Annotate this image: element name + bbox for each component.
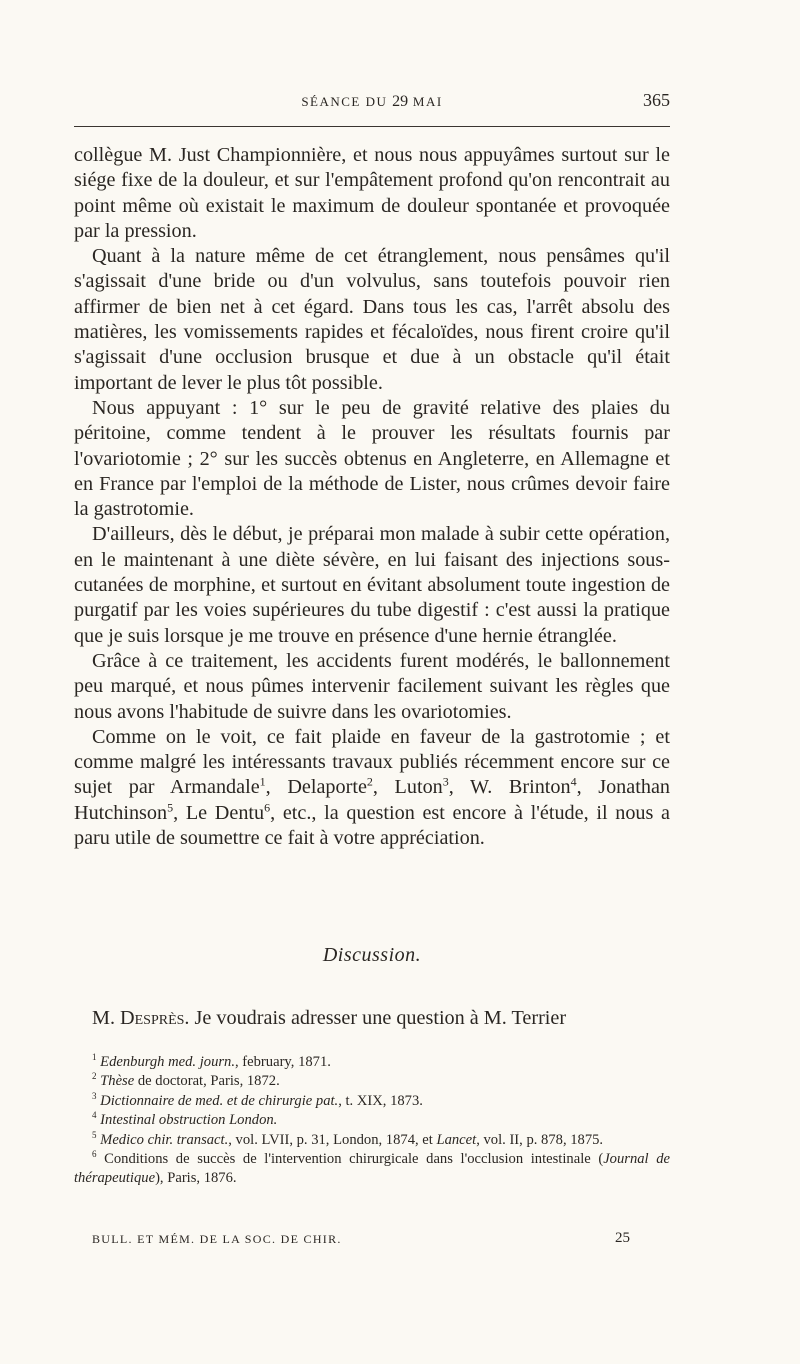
speech-text: Je voudrais adresser une question à M. Terrier [189,1007,567,1030]
page-header [74,90,670,112]
paragraph-6: Comme on le voit, ce fait plaide en faveur de la gastrotomie ; et comme malgré les intéressants travaux publiés récemment encore sur ce sujet par Armandale$^1$, Delaporte$^2$, Luton$^3$, W. Brinton$^4$, Jonathan Hutchinson$^5$, Le Dentu$^6$, etc., la question est encore à l'étude, il nous a paru utile de soumettre ce fait à votre appréciation. [74,725,670,850]
footnote-1: $^1$ Edenburgh med. journ., february, 1871. [92,1052,331,1070]
paragraph-1: collègue M. Just Championnière, et nous nous appuyâmes surtout sur le siége fixe de la douleur, et sur l'empâtement profond qu'on rencontrait au point même où existait le maximum de douleur spontanée et provoquée par la pression. [74,144,670,242]
page-number: 365 [643,90,670,110]
speaker-name: M. Desprès. [92,1007,190,1030]
footnote-ref-4: 4 [570,774,577,789]
running-title-pre: SÉANCE DU [301,94,393,109]
footnote-5: $^5$ Medico chir. transact., vol. LVII, p. 31, London, 1874, et Lancet, vol. II, p. 878, 1875. [92,1129,604,1148]
discussion-paragraph [74,1006,670,1031]
header-rule [74,126,670,127]
paragraph-4: D'ailleurs, dès le début, je préparai mon malade à subir cette opération, en le maintenant à une diète sévère, en lui faisant des injections sous-cutanées de morphine, et surtout en évitant absolument toute ingestion de purgatif par les voies supérieures du tube digestif : c'est aussi la pratique que je suis lorsque je me trouve en présence d'une hernie étranglée. [74,523,670,647]
paragraph-2: Quant à la nature même de cet étranglement, nous pensâmes qu'il s'agissait d'une bride ou d'un volvulus, sans toutefois pouvoir rien affirmer de bien net à cet égard. Dans tous les cas, l'arrêt absolu des matières, les vomissements rapides et fécaloïdes, nous firent croire qu'il s'agissait d'une occlusion brusque et due à un obstacle qu'il était important de lever le plus tôt possible. [74,245,670,394]
footnote-ref-6: 6 [264,799,271,814]
paragraph-3: Nous appuyant : 1° sur le peu de gravité relative des plaies du péritoine, comme tendent à le prouver les résultats fournis par l'ovariotomie ; 2° sur les succès obtenus en Angleterre, en Allemagne et en France par l'emploi de la méthode de Lister, nous crûmes devoir faire la gastrotomie. [74,396,670,521]
running-title-month: MAI [408,94,443,109]
footnotes [74,1053,670,1189]
footnote-4: $^4$ Intestinal obstruction London. [92,1110,278,1129]
footnote-6: $^6$ Conditions de succès de l'intervention chirurgicale dans l'occlusion intestinale (Journal de thérapeutique), Paris, 1876. [74,1149,670,1187]
running-title-date: 29 [392,93,409,110]
footnote-ref-1: 1 [259,774,266,789]
running-title [74,93,670,111]
signature-mark: 25 [615,1230,630,1246]
paragraph-5: Grâce à ce traitement, les accidents furent modérés, le ballonnement peu marqué, et nous pûmes intervenir facilement suivant les règles que nous avons l'habitude de suivre dans les ovariotomies. [74,649,670,723]
footnote-ref-2: 2 [366,774,373,789]
section-heading: Discussion. [322,944,422,966]
page-footer [74,1230,670,1250]
page [74,0,670,1364]
footnote-ref-3: 3 [442,774,449,789]
body-text [74,143,670,851]
footnote-2: $^2$ Thèse de doctorat, Paris, 1872. [92,1071,280,1090]
footnote-ref-5: 5 [167,799,174,814]
journal-title: BULL. ET MÉM. DE LA SOC. DE CHIR. [92,1232,342,1246]
footnote-3: $^3$ Dictionnaire de med. et de chirurgie pat., t. XIX, 1873. [92,1090,423,1109]
